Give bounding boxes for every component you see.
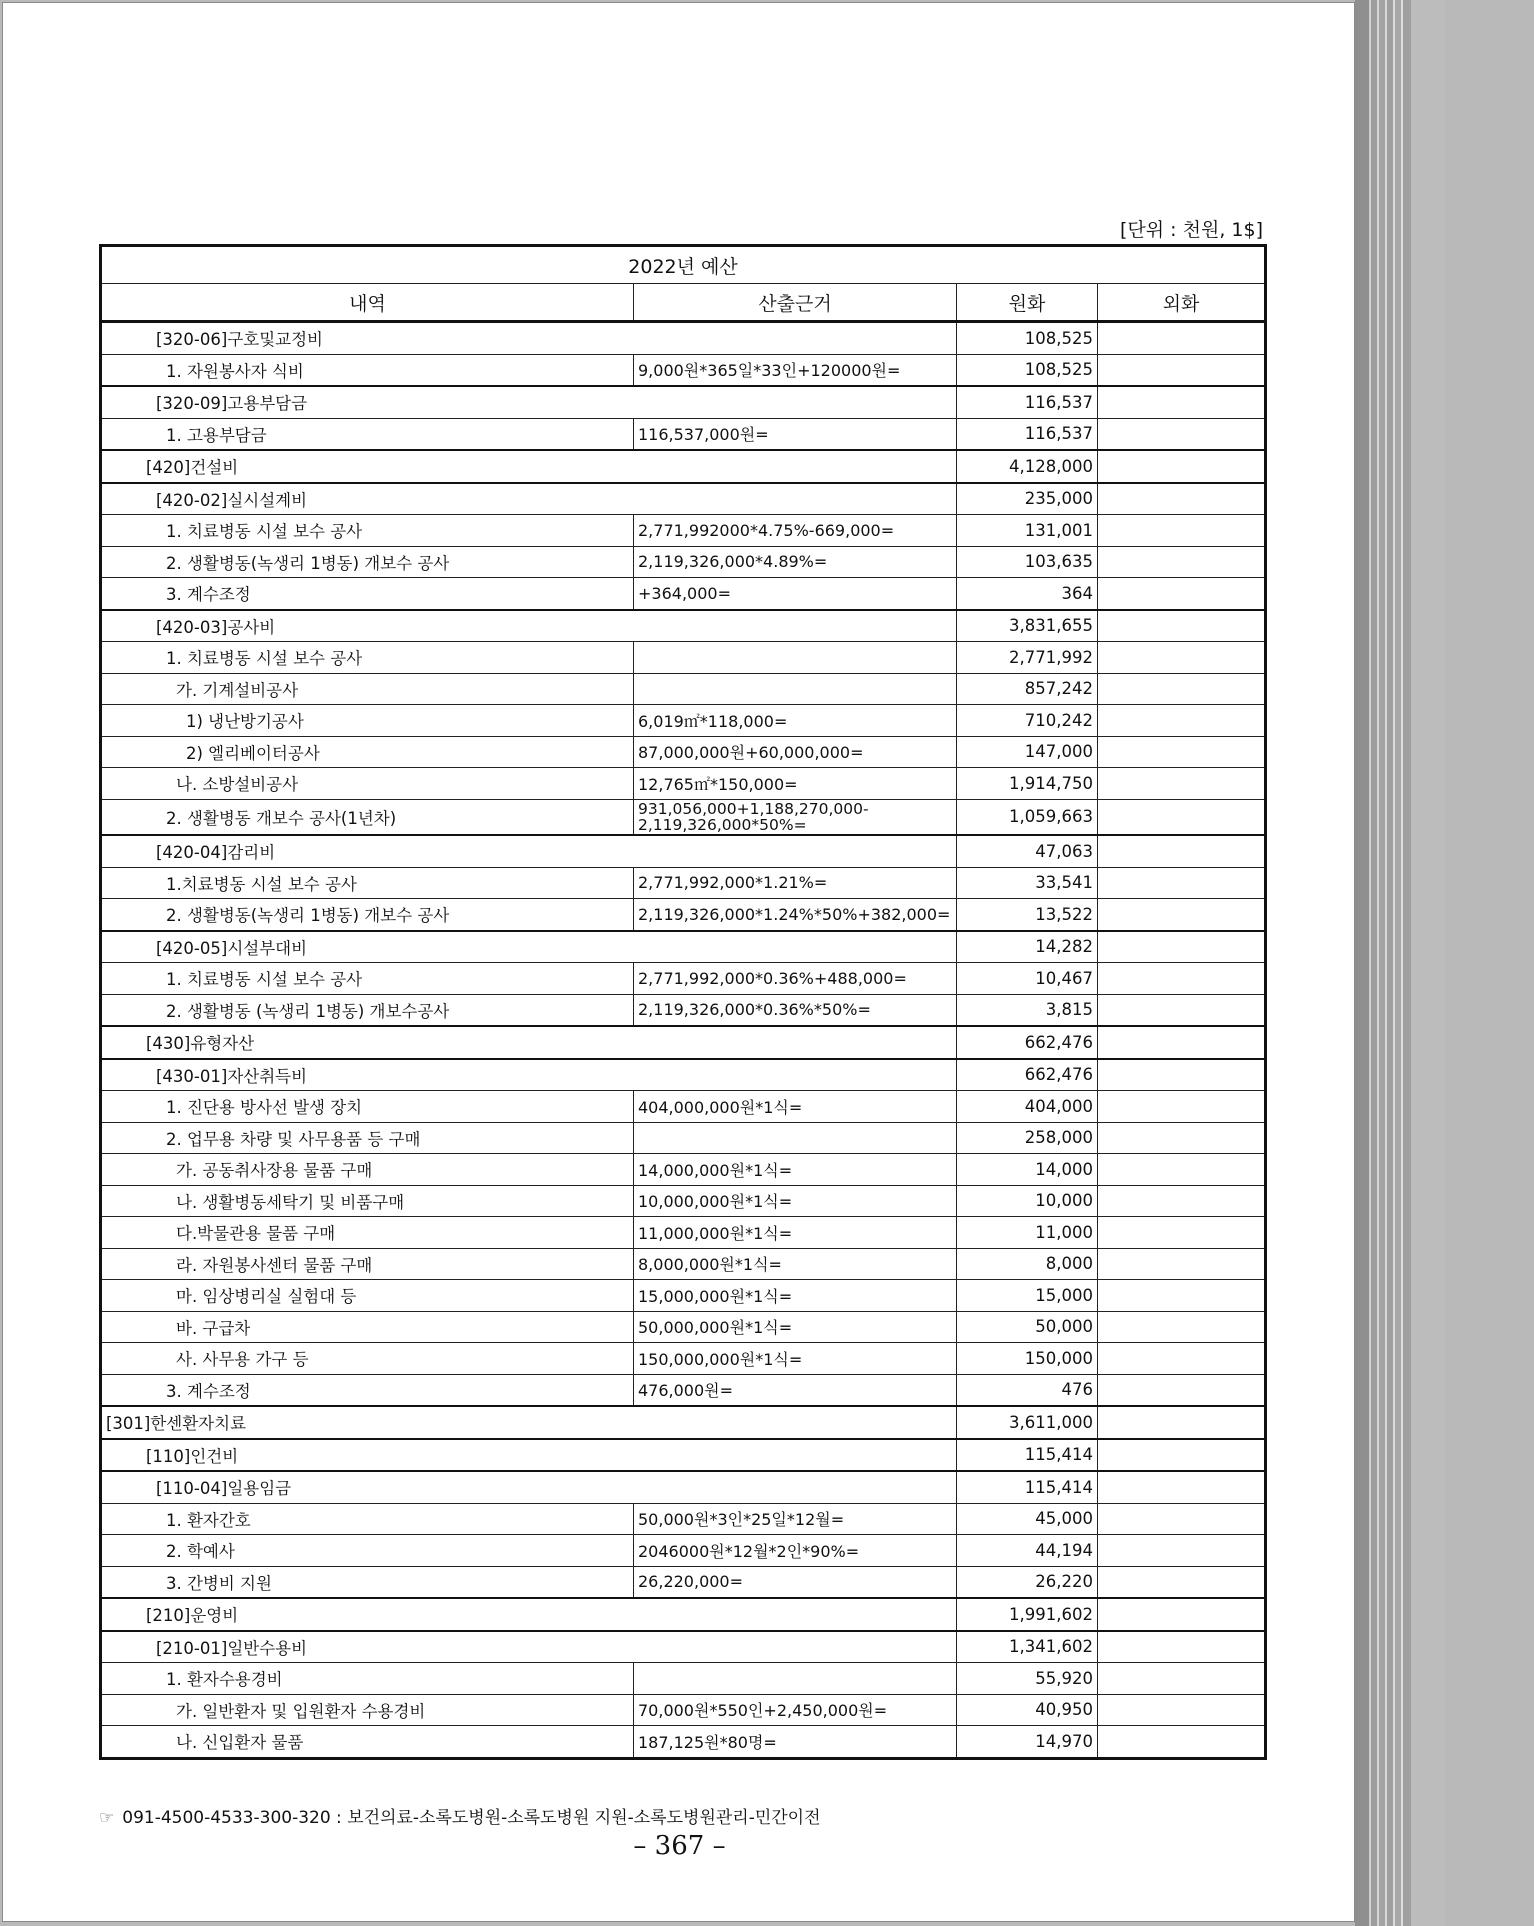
row-won: 13,522	[957, 899, 1098, 931]
row-foreign	[1098, 1663, 1266, 1695]
table-row	[101, 642, 1266, 674]
table-row	[101, 673, 1266, 705]
header-foreign: 외화	[1098, 284, 1266, 322]
row-item: [210]운영비	[101, 1598, 634, 1631]
unit-label: [단위 : 천원, 1$]	[1120, 219, 1263, 241]
document-page	[2, 2, 1355, 1922]
row-basis	[634, 1122, 957, 1154]
row-item: 1. 치료병동 시설 보수 공사	[101, 963, 634, 995]
table-row	[101, 1185, 1266, 1217]
row-foreign	[1098, 1726, 1266, 1759]
row-foreign	[1098, 1026, 1266, 1059]
row-won: 10,467	[957, 963, 1098, 995]
table-row	[101, 1059, 1266, 1091]
row-item: [110]인건비	[101, 1439, 634, 1472]
table-row	[101, 1503, 1266, 1535]
row-foreign	[1098, 386, 1266, 418]
row-won: 50,000	[957, 1311, 1098, 1343]
row-item: [420-03]공사비	[101, 610, 634, 642]
row-basis	[634, 835, 957, 867]
row-item: [420-05]시설부대비	[101, 931, 634, 963]
row-won: 15,000	[957, 1280, 1098, 1312]
row-item: 3. 계수조정	[101, 1374, 634, 1406]
row-basis: 11,000,000원*1식=	[634, 1217, 957, 1249]
row-foreign	[1098, 1374, 1266, 1406]
table-row	[101, 610, 1266, 642]
row-item: 다.박물관용 물품 구매	[101, 1217, 634, 1249]
table-row	[101, 1217, 1266, 1249]
row-foreign	[1098, 1217, 1266, 1249]
row-won: 8,000	[957, 1248, 1098, 1280]
row-item: 2. 생활병동(녹생리 1병동) 개보수 공사	[101, 899, 634, 931]
row-foreign	[1098, 1280, 1266, 1312]
row-basis: 2,771,992000*4.75%-669,000=	[634, 515, 957, 547]
book-page-edges	[1355, 0, 1445, 1926]
row-won: 404,000	[957, 1091, 1098, 1123]
row-item: 나. 생활병동세탁기 및 비품구매	[101, 1185, 634, 1217]
table-row	[101, 1374, 1266, 1406]
table-row	[101, 736, 1266, 768]
row-foreign	[1098, 1631, 1266, 1663]
row-basis: 50,000원*3인*25일*12월=	[634, 1503, 957, 1535]
table-row	[101, 1248, 1266, 1280]
row-won: 4,128,000	[957, 450, 1098, 483]
row-foreign	[1098, 799, 1266, 835]
row-basis	[634, 1598, 957, 1631]
row-foreign	[1098, 546, 1266, 578]
row-item: [110-04]일용임금	[101, 1471, 634, 1503]
row-item: 2. 업무용 차량 및 사무용품 등 구매	[101, 1122, 634, 1154]
row-foreign	[1098, 610, 1266, 642]
row-foreign	[1098, 673, 1266, 705]
header-won: 원화	[957, 284, 1098, 322]
table-row	[101, 705, 1266, 737]
table-row	[101, 1663, 1266, 1695]
table-row	[101, 1406, 1266, 1439]
table-row	[101, 354, 1266, 386]
row-foreign	[1098, 1598, 1266, 1631]
row-item: 1. 치료병동 시설 보수 공사	[101, 515, 634, 547]
row-basis: 9,000원*365일*33인+120000원=	[634, 354, 957, 386]
table-row	[101, 994, 1266, 1026]
row-won: 103,635	[957, 546, 1098, 578]
row-won: 116,537	[957, 386, 1098, 418]
row-won: 47,063	[957, 835, 1098, 867]
row-item: 마. 임상병리실 실험대 등	[101, 1280, 634, 1312]
row-won: 662,476	[957, 1059, 1098, 1091]
row-basis: 14,000,000원*1식=	[634, 1154, 957, 1186]
row-foreign	[1098, 1248, 1266, 1280]
row-basis: 8,000,000원*1식=	[634, 1248, 957, 1280]
row-won: 33,541	[957, 867, 1098, 899]
table-row	[101, 963, 1266, 995]
row-item: 2. 생활병동(녹생리 1병동) 개보수 공사	[101, 546, 634, 578]
row-won: 44,194	[957, 1535, 1098, 1567]
row-foreign	[1098, 1439, 1266, 1472]
row-foreign	[1098, 1503, 1266, 1535]
row-basis: 26,220,000=	[634, 1566, 957, 1598]
row-foreign	[1098, 418, 1266, 450]
row-won: 108,525	[957, 322, 1098, 355]
row-won: 45,000	[957, 1503, 1098, 1535]
page-number: – 367 –	[633, 1831, 726, 1861]
table-row	[101, 483, 1266, 515]
row-item: 나. 신입환자 물품	[101, 1726, 634, 1759]
table-row	[101, 1311, 1266, 1343]
row-won: 2,771,992	[957, 642, 1098, 674]
row-basis: 50,000,000원*1식=	[634, 1311, 957, 1343]
table-row	[101, 1598, 1266, 1631]
row-basis	[634, 1059, 957, 1091]
row-basis: 15,000,000원*1식=	[634, 1280, 957, 1312]
table-title-row	[101, 246, 1266, 284]
row-basis	[634, 322, 957, 355]
row-foreign	[1098, 1154, 1266, 1186]
row-foreign	[1098, 736, 1266, 768]
row-foreign	[1098, 963, 1266, 995]
row-foreign	[1098, 515, 1266, 547]
table-title: 2022년 예산	[101, 246, 1266, 284]
row-basis: 2,771,992,000*1.21%=	[634, 867, 957, 899]
row-won: 710,242	[957, 705, 1098, 737]
row-basis: 931,056,000+1,188,270,000-2,119,326,000*50%=	[634, 799, 957, 835]
row-foreign	[1098, 768, 1266, 800]
table-row	[101, 1091, 1266, 1123]
row-item: 1. 환자간호	[101, 1503, 634, 1535]
row-won: 14,282	[957, 931, 1098, 963]
row-basis	[634, 386, 957, 418]
header-item: 내역	[101, 284, 634, 322]
row-foreign	[1098, 705, 1266, 737]
row-item: 1) 냉난방기공사	[101, 705, 634, 737]
table-row	[101, 1439, 1266, 1472]
row-basis: 187,125원*80명=	[634, 1726, 957, 1759]
header-basis: 산출근거	[634, 284, 957, 322]
row-won: 14,970	[957, 1726, 1098, 1759]
row-item: [301]한센환자치료	[101, 1406, 634, 1439]
row-basis: 2046000원*12월*2인*90%=	[634, 1535, 957, 1567]
row-foreign	[1098, 578, 1266, 610]
row-won: 662,476	[957, 1026, 1098, 1059]
row-item: 라. 자원봉사센터 물품 구매	[101, 1248, 634, 1280]
table-row	[101, 1280, 1266, 1312]
row-item: 나. 소방설비공사	[101, 768, 634, 800]
row-foreign	[1098, 931, 1266, 963]
row-basis: 2,771,992,000*0.36%+488,000=	[634, 963, 957, 995]
footnote-text: 091-4500-4533-300-320 : 보건의료-소록도병원-소록도병원 지원-소록도병원관리-민간이전	[122, 1808, 821, 1828]
row-won: 11,000	[957, 1217, 1098, 1249]
row-basis	[634, 642, 957, 674]
row-item: 2. 학예사	[101, 1535, 634, 1567]
table-row	[101, 931, 1266, 963]
row-item: 1. 고용부담금	[101, 418, 634, 450]
row-won: 3,831,655	[957, 610, 1098, 642]
row-basis: 2,119,326,000*4.89%=	[634, 546, 957, 578]
row-foreign	[1098, 994, 1266, 1026]
pointing-hand-icon: ☞	[99, 1808, 115, 1828]
row-won: 40,950	[957, 1694, 1098, 1726]
row-won: 857,242	[957, 673, 1098, 705]
row-item: [420-02]실시설계비	[101, 483, 634, 515]
table-row	[101, 450, 1266, 483]
row-foreign	[1098, 867, 1266, 899]
row-foreign	[1098, 1185, 1266, 1217]
row-won: 131,001	[957, 515, 1098, 547]
row-won: 3,611,000	[957, 1406, 1098, 1439]
row-basis: 116,537,000원=	[634, 418, 957, 450]
row-item: 1.치료병동 시설 보수 공사	[101, 867, 634, 899]
row-item: [210-01]일반수용비	[101, 1631, 634, 1663]
row-item: [420-04]감리비	[101, 835, 634, 867]
row-foreign	[1098, 1535, 1266, 1567]
row-won: 108,525	[957, 354, 1098, 386]
row-item: 사. 사무용 가구 등	[101, 1343, 634, 1375]
table-row	[101, 515, 1266, 547]
row-item: 2. 생활병동 (녹생리 1병동) 개보수공사	[101, 994, 634, 1026]
row-foreign	[1098, 1343, 1266, 1375]
row-won: 115,414	[957, 1471, 1098, 1503]
row-item: [420]건설비	[101, 450, 634, 483]
row-won: 364	[957, 578, 1098, 610]
row-foreign	[1098, 642, 1266, 674]
row-basis: 12,765㎡*150,000=	[634, 768, 957, 800]
row-won: 26,220	[957, 1566, 1098, 1598]
row-won: 116,537	[957, 418, 1098, 450]
row-item: 2. 생활병동 개보수 공사(1년차)	[101, 799, 634, 835]
row-basis: 87,000,000원+60,000,000=	[634, 736, 957, 768]
row-won: 258,000	[957, 1122, 1098, 1154]
row-foreign	[1098, 1091, 1266, 1123]
row-item: 3. 간병비 지원	[101, 1566, 634, 1598]
row-basis: 476,000원=	[634, 1374, 957, 1406]
row-item: 가. 일반환자 및 입원환자 수용경비	[101, 1694, 634, 1726]
row-item: [320-06]구호및교정비	[101, 322, 634, 355]
row-basis: 2,119,326,000*0.36%*50%=	[634, 994, 957, 1026]
row-won: 147,000	[957, 736, 1098, 768]
table-row	[101, 386, 1266, 418]
table-row	[101, 1631, 1266, 1663]
row-basis: +364,000=	[634, 578, 957, 610]
row-item: [430]유형자산	[101, 1026, 634, 1059]
row-foreign	[1098, 1471, 1266, 1503]
row-basis: 10,000,000원*1식=	[634, 1185, 957, 1217]
footnote	[99, 1803, 821, 1828]
budget-table	[99, 244, 1267, 1760]
row-basis: 2,119,326,000*1.24%*50%+382,000=	[634, 899, 957, 931]
row-foreign	[1098, 322, 1266, 355]
row-item: 바. 구급차	[101, 1311, 634, 1343]
row-foreign	[1098, 835, 1266, 867]
row-won: 1,341,602	[957, 1631, 1098, 1663]
row-basis: 70,000원*550인+2,450,000원=	[634, 1694, 957, 1726]
row-won: 235,000	[957, 483, 1098, 515]
row-basis	[634, 1471, 957, 1503]
table-row	[101, 418, 1266, 450]
table-row	[101, 1566, 1266, 1598]
row-item: 1. 자원봉사자 식비	[101, 354, 634, 386]
row-won: 10,000	[957, 1185, 1098, 1217]
row-item: 1. 치료병동 시설 보수 공사	[101, 642, 634, 674]
table-row	[101, 322, 1266, 355]
row-foreign	[1098, 1122, 1266, 1154]
row-won: 150,000	[957, 1343, 1098, 1375]
row-item: 1. 진단용 방사선 발생 장치	[101, 1091, 634, 1123]
row-basis	[634, 1663, 957, 1695]
row-won: 1,991,602	[957, 1598, 1098, 1631]
row-foreign	[1098, 450, 1266, 483]
row-item: 2) 엘리베이터공사	[101, 736, 634, 768]
row-won: 1,059,663	[957, 799, 1098, 835]
table-row	[101, 1471, 1266, 1503]
row-basis	[634, 1439, 957, 1472]
row-item: 3. 계수조정	[101, 578, 634, 610]
row-basis	[634, 1026, 957, 1059]
row-basis	[634, 673, 957, 705]
table-row	[101, 1694, 1266, 1726]
row-won: 115,414	[957, 1439, 1098, 1472]
table-row	[101, 1154, 1266, 1186]
table-row	[101, 768, 1266, 800]
row-item: 가. 기계설비공사	[101, 673, 634, 705]
table-row	[101, 867, 1266, 899]
row-foreign	[1098, 483, 1266, 515]
table-header-row	[101, 284, 1266, 322]
table-body	[101, 322, 1266, 1759]
row-foreign	[1098, 899, 1266, 931]
row-basis	[634, 1631, 957, 1663]
row-won: 55,920	[957, 1663, 1098, 1695]
table-row	[101, 1122, 1266, 1154]
table-row	[101, 1726, 1266, 1759]
row-item: [430-01]자산취득비	[101, 1059, 634, 1091]
row-basis	[634, 450, 957, 483]
row-foreign	[1098, 1059, 1266, 1091]
row-basis: 150,000,000원*1식=	[634, 1343, 957, 1375]
row-won: 3,815	[957, 994, 1098, 1026]
table-row	[101, 1343, 1266, 1375]
table-row	[101, 899, 1266, 931]
row-won: 14,000	[957, 1154, 1098, 1186]
table-row	[101, 835, 1266, 867]
table-row	[101, 546, 1266, 578]
row-basis	[634, 610, 957, 642]
row-basis	[634, 483, 957, 515]
table-row	[101, 1026, 1266, 1059]
row-won: 476	[957, 1374, 1098, 1406]
row-foreign	[1098, 1406, 1266, 1439]
row-item: [320-09]고용부담금	[101, 386, 634, 418]
row-foreign	[1098, 1311, 1266, 1343]
row-basis	[634, 931, 957, 963]
row-basis	[634, 1406, 957, 1439]
row-basis: 6,019㎡*118,000=	[634, 705, 957, 737]
row-item: 가. 공동취사장용 물품 구매	[101, 1154, 634, 1186]
table-row	[101, 1535, 1266, 1567]
table-row	[101, 578, 1266, 610]
row-foreign	[1098, 1694, 1266, 1726]
table-row	[101, 799, 1266, 835]
row-foreign	[1098, 1566, 1266, 1598]
row-won: 1,914,750	[957, 768, 1098, 800]
row-basis: 404,000,000원*1식=	[634, 1091, 957, 1123]
row-foreign	[1098, 354, 1266, 386]
row-item: 1. 환자수용경비	[101, 1663, 634, 1695]
